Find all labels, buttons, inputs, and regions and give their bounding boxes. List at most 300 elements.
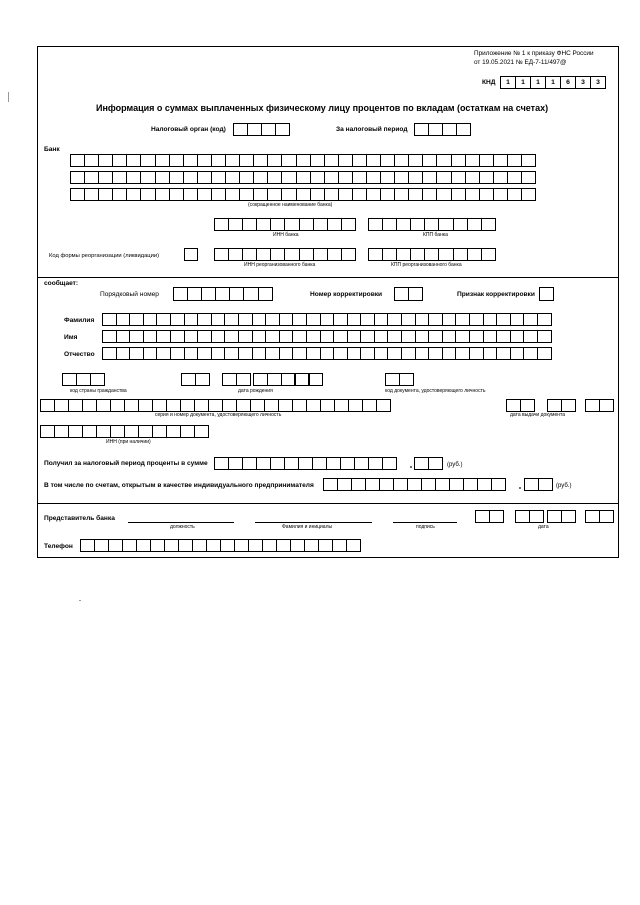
entry-cell[interactable] [438,218,453,231]
entry-cell[interactable] [347,313,362,326]
bank-name-row-2[interactable] [70,171,536,184]
entry-cell[interactable] [211,313,226,326]
entry-cell[interactable] [539,287,554,301]
entry-cell[interactable] [380,188,395,201]
entry-cell[interactable] [496,347,511,360]
entry-cell[interactable] [180,399,195,412]
birth-year-cells-2[interactable] [294,373,323,386]
entry-cell[interactable] [362,399,377,412]
entry-cell[interactable] [90,373,105,386]
entry-cell[interactable] [475,510,490,523]
entry-cell[interactable] [320,313,335,326]
entry-cell[interactable] [368,457,383,470]
entry-cell[interactable] [467,248,482,261]
entry-cell[interactable] [479,171,494,184]
entry-cell[interactable] [267,188,282,201]
entry-cell[interactable] [126,188,141,201]
entry-cell[interactable] [152,425,167,438]
entry-cell[interactable] [252,347,267,360]
entry-cell[interactable] [166,425,181,438]
entry-cell[interactable] [220,539,235,552]
entry-cell[interactable] [225,188,240,201]
entry-cell[interactable] [352,171,367,184]
entry-cell[interactable] [170,313,185,326]
entry-cell[interactable] [129,330,144,343]
entry-cell[interactable] [116,330,131,343]
sign-month-cells[interactable] [515,510,544,523]
entry-cell[interactable] [493,171,508,184]
entry-cell[interactable] [296,154,311,167]
received-kopecks-cells[interactable] [414,457,443,470]
entry-cell[interactable] [211,188,226,201]
entry-cell[interactable] [264,399,279,412]
entry-cell[interactable] [310,171,325,184]
entry-cell[interactable] [62,373,77,386]
entry-cell[interactable] [138,399,153,412]
entry-cell[interactable] [324,171,339,184]
entry-cell[interactable] [396,248,411,261]
entry-cell[interactable] [214,457,229,470]
reorg-inn-cells[interactable] [214,248,356,261]
entry-cell[interactable] [366,154,381,167]
entry-cell[interactable] [451,154,466,167]
entry-cell[interactable] [442,347,457,360]
entry-cell[interactable] [310,154,325,167]
entry-cell[interactable] [396,218,411,231]
entry-cell[interactable] [140,171,155,184]
entry-cell[interactable] [415,313,430,326]
entry-cell[interactable] [276,539,291,552]
entry-cell[interactable] [394,188,409,201]
entry-cell[interactable] [281,188,296,201]
entry-cell[interactable] [224,347,239,360]
entry-cell[interactable] [181,373,196,386]
signature-line[interactable] [393,522,457,523]
entry-cell[interactable] [184,347,199,360]
entry-cell[interactable] [424,248,439,261]
entry-cell[interactable] [428,347,443,360]
entry-cell[interactable] [252,313,267,326]
entry-cell[interactable] [238,347,253,360]
entry-cell[interactable] [236,373,251,386]
entry-cell[interactable] [102,330,117,343]
entry-cell[interactable] [496,313,511,326]
entry-cell[interactable] [195,373,210,386]
entry-cell[interactable] [124,425,139,438]
entry-cell[interactable] [465,171,480,184]
entry-cell[interactable] [84,154,99,167]
entry-cell[interactable] [469,347,484,360]
entry-cell[interactable] [599,510,614,523]
entry-cell[interactable] [242,248,257,261]
serial-number-cells[interactable] [173,287,273,301]
entry-cell[interactable] [143,330,158,343]
entry-cell[interactable] [585,510,600,523]
entry-cell[interactable] [422,188,437,201]
entry-cell[interactable] [465,188,480,201]
entry-cell[interactable] [140,154,155,167]
entry-cell[interactable] [236,399,251,412]
entry-cell[interactable] [422,171,437,184]
entry-cell[interactable] [215,287,230,301]
entry-cell[interactable] [270,457,285,470]
entry-cell[interactable] [281,154,296,167]
entry-cell[interactable] [340,457,355,470]
entry-cell[interactable] [102,313,117,326]
entrepreneur-amount-cells[interactable] [323,478,506,491]
entry-cell[interactable] [112,171,127,184]
entry-cell[interactable] [256,218,271,231]
entry-cell[interactable] [326,457,341,470]
entry-cell[interactable] [170,347,185,360]
entry-cell[interactable] [253,188,268,201]
entry-cell[interactable] [155,188,170,201]
document-day-cells[interactable] [506,399,535,412]
entry-cell[interactable] [197,171,212,184]
entry-cell[interactable] [327,218,342,231]
entry-cell[interactable] [510,347,525,360]
entry-cell[interactable] [224,313,239,326]
entry-cell[interactable] [507,188,522,201]
entry-cell[interactable] [296,188,311,201]
entry-cell[interactable] [126,171,141,184]
entry-cell[interactable] [70,154,85,167]
entry-cell[interactable] [284,218,299,231]
citizenship-code-cells[interactable] [62,373,105,386]
entry-cell[interactable] [256,248,271,261]
entry-cell[interactable] [211,330,226,343]
entry-cell[interactable] [483,330,498,343]
entry-cell[interactable] [451,188,466,201]
entry-cell[interactable] [173,287,188,301]
entry-cell[interactable] [228,248,243,261]
entry-cell[interactable] [82,425,97,438]
entry-cell[interactable] [197,347,212,360]
entry-cell[interactable] [224,330,239,343]
entry-cell[interactable] [242,218,257,231]
entry-cell[interactable] [292,399,307,412]
entry-cell[interactable] [320,347,335,360]
entry-cell[interactable] [332,539,347,552]
entry-cell[interactable] [184,330,199,343]
entry-cell[interactable] [436,171,451,184]
correction-number-cells[interactable] [394,287,423,301]
entry-cell[interactable] [129,347,144,360]
entry-cell[interactable] [453,248,468,261]
entry-cell[interactable] [184,248,198,261]
entry-cell[interactable] [239,171,254,184]
entry-cell[interactable] [424,218,439,231]
name-cells[interactable] [102,330,552,343]
entry-cell[interactable] [70,188,85,201]
entry-cell[interactable] [140,188,155,201]
entry-cell[interactable] [537,347,552,360]
tax-period-cells[interactable] [414,123,471,136]
entry-cell[interactable] [507,154,522,167]
entry-cell[interactable] [521,188,536,201]
entry-cell[interactable] [399,373,414,386]
entry-cell[interactable] [442,313,457,326]
document-code-cells[interactable] [385,373,414,386]
entry-cell[interactable] [156,330,171,343]
entry-cell[interactable] [380,154,395,167]
reorg-kpp-cells[interactable] [368,248,496,261]
entry-cell[interactable] [262,539,277,552]
entry-cell[interactable] [306,347,321,360]
entry-cell[interactable] [116,347,131,360]
entry-cell[interactable] [455,313,470,326]
entry-cell[interactable] [496,330,511,343]
entry-cell[interactable] [414,457,429,470]
entry-cell[interactable] [438,248,453,261]
entry-cell[interactable] [376,399,391,412]
entry-cell[interactable] [110,399,125,412]
entry-cell[interactable] [124,399,139,412]
entry-cell[interactable] [183,188,198,201]
entry-cell[interactable] [96,399,111,412]
entry-cell[interactable] [352,154,367,167]
entry-cell[interactable] [279,313,294,326]
entry-cell[interactable] [197,188,212,201]
entry-cell[interactable] [211,154,226,167]
entry-cell[interactable] [327,248,342,261]
entry-cell[interactable] [270,218,285,231]
entry-cell[interactable] [394,154,409,167]
entry-cell[interactable] [334,399,349,412]
entry-cell[interactable] [537,330,552,343]
entry-cell[interactable] [178,539,193,552]
entry-cell[interactable] [279,347,294,360]
reorg-form-cell[interactable] [184,248,198,261]
entry-cell[interactable] [455,347,470,360]
entry-cell[interactable] [465,154,480,167]
entry-cell[interactable] [333,313,348,326]
entry-cell[interactable] [197,330,212,343]
bank-inn-cells[interactable] [214,218,356,231]
entry-cell[interactable] [469,313,484,326]
entry-cell[interactable] [368,218,383,231]
entry-cell[interactable] [481,248,496,261]
entry-cell[interactable] [40,425,55,438]
entry-cell[interactable] [310,188,325,201]
entry-cell[interactable] [129,313,144,326]
entry-cell[interactable] [491,478,506,491]
entry-cell[interactable] [197,154,212,167]
entry-cell[interactable] [537,313,552,326]
entry-cell[interactable] [102,347,117,360]
entry-cell[interactable] [479,188,494,201]
entry-cell[interactable] [155,154,170,167]
entry-cell[interactable] [229,287,244,301]
entry-cell[interactable] [261,123,276,136]
entry-cell[interactable] [112,154,127,167]
entry-cell[interactable] [380,171,395,184]
entry-cell[interactable] [401,347,416,360]
entry-cell[interactable] [294,373,309,386]
entry-cell[interactable] [143,313,158,326]
entry-cell[interactable] [138,425,153,438]
entry-cell[interactable] [538,478,553,491]
entry-cell[interactable] [238,313,253,326]
entry-cell[interactable] [84,188,99,201]
entry-cell[interactable] [169,188,184,201]
entry-cell[interactable] [477,478,492,491]
entry-cell[interactable] [408,188,423,201]
entry-cell[interactable] [489,510,504,523]
entry-cell[interactable] [410,248,425,261]
entry-cell[interactable] [281,171,296,184]
entry-cell[interactable] [351,478,366,491]
birth-day-cells[interactable] [181,373,210,386]
entry-cell[interactable] [469,330,484,343]
patronymic-cells[interactable] [102,347,552,360]
entry-cell[interactable] [126,154,141,167]
entry-cell[interactable] [374,313,389,326]
entry-cell[interactable] [84,171,99,184]
entry-cell[interactable] [313,248,328,261]
entry-cell[interactable] [360,313,375,326]
entry-cell[interactable] [428,330,443,343]
entry-cell[interactable] [211,171,226,184]
entry-cell[interactable] [275,123,290,136]
entry-cell[interactable] [493,154,508,167]
entry-cell[interactable] [507,171,522,184]
entry-cell[interactable] [385,373,400,386]
entry-cell[interactable] [449,478,464,491]
entry-cell[interactable] [382,457,397,470]
tax-authority-cells[interactable] [233,123,290,136]
entry-cell[interactable] [166,399,181,412]
entry-cell[interactable] [529,510,544,523]
entry-cell[interactable] [408,171,423,184]
entry-cell[interactable] [284,248,299,261]
entry-cell[interactable] [208,399,223,412]
entry-cell[interactable] [352,188,367,201]
entry-cell[interactable] [265,347,280,360]
entry-cell[interactable] [253,154,268,167]
entry-cell[interactable] [299,248,314,261]
entry-cell[interactable] [192,539,207,552]
entrepreneur-kopecks-cells[interactable] [524,478,553,491]
entry-cell[interactable] [561,510,576,523]
name-line[interactable] [255,522,372,523]
entry-cell[interactable] [408,154,423,167]
entry-cell[interactable] [194,399,209,412]
entry-cell[interactable] [510,330,525,343]
entry-cell[interactable] [306,330,321,343]
entry-cell[interactable] [155,171,170,184]
surname-cells[interactable] [102,313,552,326]
entry-cell[interactable] [348,399,363,412]
entry-cell[interactable] [394,171,409,184]
entry-cell[interactable] [110,425,125,438]
entry-cell[interactable] [382,248,397,261]
entry-cell[interactable] [70,171,85,184]
entry-cell[interactable] [238,330,253,343]
entry-cell[interactable] [265,313,280,326]
entry-cell[interactable] [76,373,91,386]
entry-cell[interactable] [122,539,137,552]
phone-cells[interactable] [80,539,361,552]
entry-cell[interactable] [298,457,313,470]
entry-cell[interactable] [401,313,416,326]
entry-cell[interactable] [387,330,402,343]
entry-cell[interactable] [382,218,397,231]
entry-cell[interactable] [292,313,307,326]
entry-cell[interactable] [442,330,457,343]
entry-cell[interactable] [599,399,614,412]
entry-cell[interactable] [436,154,451,167]
position-line[interactable] [128,522,234,523]
entry-cell[interactable] [228,218,243,231]
entry-cell[interactable] [347,347,362,360]
entry-cell[interactable] [422,154,437,167]
entry-cell[interactable] [258,287,273,301]
entry-cell[interactable] [94,539,109,552]
entry-cell[interactable] [278,399,293,412]
entry-cell[interactable] [323,478,338,491]
entry-cell[interactable] [338,154,353,167]
entry-cell[interactable] [520,399,535,412]
entry-cell[interactable] [239,154,254,167]
entry-cell[interactable] [428,313,443,326]
entry-cell[interactable] [267,171,282,184]
entry-cell[interactable] [68,425,83,438]
entry-cell[interactable] [222,373,237,386]
entry-cell[interactable] [479,154,494,167]
entry-cell[interactable] [197,313,212,326]
entry-cell[interactable] [194,425,209,438]
entry-cell[interactable] [228,457,243,470]
entry-cell[interactable] [225,154,240,167]
entry-cell[interactable] [284,457,299,470]
entry-cell[interactable] [408,287,423,301]
entry-cell[interactable] [304,539,319,552]
entry-cell[interactable] [483,347,498,360]
entry-cell[interactable] [169,171,184,184]
entry-cell[interactable] [374,330,389,343]
entry-cell[interactable] [523,313,538,326]
entry-cell[interactable] [180,425,195,438]
entry-cell[interactable] [561,399,576,412]
entry-cell[interactable] [169,154,184,167]
entry-cell[interactable] [252,330,267,343]
received-amount-cells[interactable] [214,457,397,470]
entry-cell[interactable] [308,373,323,386]
entry-cell[interactable] [239,188,254,201]
entry-cell[interactable] [324,154,339,167]
entry-cell[interactable] [510,313,525,326]
document-year-cells[interactable] [585,399,614,412]
entry-cell[interactable] [250,399,265,412]
entry-cell[interactable] [214,248,229,261]
entry-cell[interactable] [170,330,185,343]
entry-cell[interactable] [306,399,321,412]
entry-cell[interactable] [401,330,416,343]
entry-cell[interactable] [234,539,249,552]
entry-cell[interactable] [341,218,356,231]
entry-cell[interactable] [493,188,508,201]
entry-cell[interactable] [292,330,307,343]
entry-cell[interactable] [338,188,353,201]
sign-year-cells-2[interactable] [585,510,614,523]
entry-cell[interactable] [247,123,262,136]
birth-month-cells[interactable] [222,373,251,386]
entry-cell[interactable] [98,188,113,201]
entry-cell[interactable] [407,478,422,491]
entry-cell[interactable] [211,347,226,360]
entry-cell[interactable] [150,539,165,552]
